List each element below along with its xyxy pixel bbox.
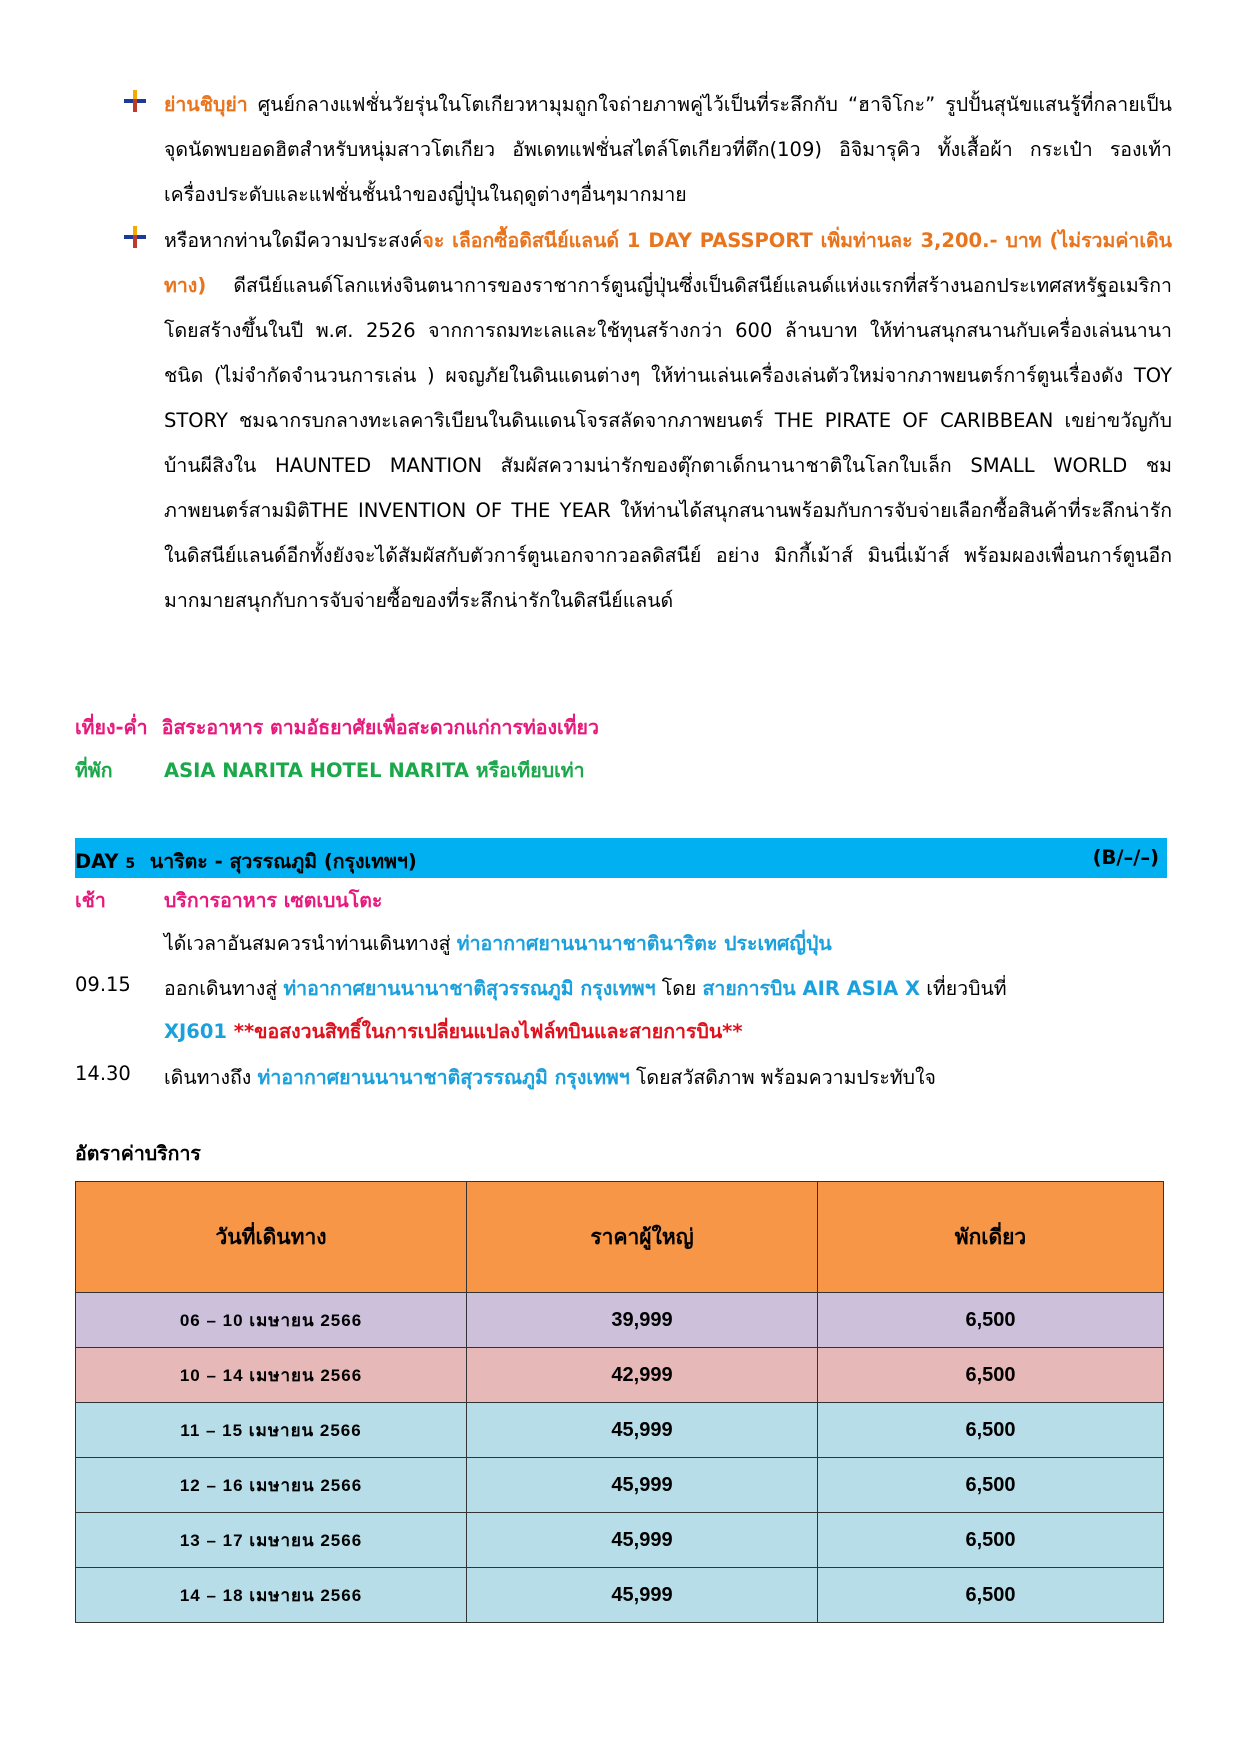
departure-place: ท่าอากาศยานนานาชาติสุวรรณภูมิ กรุงเทพฯ <box>283 977 656 1000</box>
row-date: 11 – 15 เมษายน 2566 <box>76 1403 467 1458</box>
row-single-price: 6,500 <box>818 1403 1164 1458</box>
meals-line <box>75 712 599 743</box>
bullet-disneyland-text <box>164 218 1172 623</box>
header-travel-date: วันที่เดินทาง <box>76 1182 467 1293</box>
disney-description: ดีสนีย์แลนด์โลกแห่งจินตนาการของราชาการ์ตูนญี่ปุ่นซึ่งเป็นดิสนีย์แลนด์แห่งแรกที่สร้างนอกประเทศสหรัฐอเมริกา โดยสร้างขึ้นในปี พ.ศ. 2526 จากการถมทะเลและใช้ทุนสร้างกว่า 600 ล้านบาท ให้ท่านสนุกสนานกับเครื่องเล่นนานาชนิด (ไม่จำกัดจำนวนการเล่น ) ผจญภัยในดินแดนต่างๆ ให้ท่านเล่นเครื่องเล่นตัวใหม่จากภาพยนตร์การ์ตูนเรื่องดัง TOY STORY ชมฉากรบกลางทะเลคาริเบียนในดินแดนโจรสลัดจากภาพยนตร์ THE PIRATE OF CARIBBEAN เขย่าขวัญกับบ้านผีสิงใน HAUNTED MANTION สัมผัสความน่ารักของตุ๊กตาเด็กนานาชาติในโลกใบเล็ก SMALL WORLD ชมภาพยนตร์สามมิติTHE INVENTION OF THE YEAR ให้ท่านได้สนุกสนานพร้อมกับการจับจ่ายเลือกซื้อสินค้าที่ระลึกน่ารักในดิสนีย์แลนด์อีกทั้งยังจะได้สัมผัสกับตัวการ์ตูนเอกจากวอลดิสนีย์ อย่าง มิกกี้เม้าส์ มินนี่เม้าส์ พร้อมผองเพื่อนการ์ตูนอีกมากมายสนุกกับการจับจ่ายซื้อของที่ระลึกน่ารักในดิสนีย์แลนด์ <box>164 274 1172 612</box>
farewell-place: ท่าอากาศยานนานาชาตินาริตะ ประเทศญี่ปุ่น <box>456 932 832 955</box>
morning-label: เช้า <box>75 889 106 912</box>
departure-time: 09.15 <box>75 973 131 996</box>
arrival-line <box>164 1062 936 1093</box>
disney-prefix: หรือหากท่านใดมีความประสงค์ <box>164 229 423 252</box>
table-row <box>76 1348 1164 1403</box>
rates-title: อัตราค่าบริการ <box>75 1142 201 1165</box>
meals-label: เที่ยง-ค่ำ <box>75 716 148 739</box>
morning-line <box>75 885 383 916</box>
morning-text: บริการอาหาร เซตเบนโตะ <box>164 889 383 912</box>
flight-note: **ขอสงวนสิทธิ์ในการเปลี่ยนแปลงไฟล์ทบินและสายการบิน** <box>227 1020 743 1043</box>
farewell-line <box>164 928 832 959</box>
departure-airline: สายการบิน AIR ASIA X <box>702 977 920 1000</box>
row-single-price: 6,500 <box>818 1568 1164 1623</box>
row-adult-price: 45,999 <box>467 1568 818 1623</box>
arrival-prefix: เดินทางถึง <box>164 1066 258 1089</box>
flight-line <box>164 1016 743 1047</box>
shibuya-description: ศูนย์กลางแฟชั่นวัยรุ่นในโตเกียวหามุมถูกใจถ่ายภาพคู่ไว้เป็นที่ระลึกกับ “ฮาจิโกะ” รูปปั้นสุนัขแสนรู้ที่กลายเป็นจุดนัดพบยอดฮิตสำหรับหนุ่มสาวโตเกียว อัพเดทแฟชั่นสไตล์โตเกียวที่ตึก(109) อิจิมารุคิว ทั้งเสื้อผ้า กระเป๋า รองเท้า เครื่องประดับและแฟชั่นชั้นนำของญี่ปุ่นในฤดูต่างๆอื่นๆมากมาย <box>164 93 1172 206</box>
table-row <box>76 1403 1164 1458</box>
day5-title: นาริตะ - สุวรรณภูมิ (กรุงเทพฯ) <box>149 850 417 873</box>
hotel-suffix: หรือเทียบเท่า <box>468 759 585 782</box>
header-single-supplement: พักเดี่ยว <box>818 1182 1164 1293</box>
departure-line <box>164 973 1007 1004</box>
rates-table <box>75 1181 1164 1623</box>
departure-prefix: ออกเดินทางสู่ <box>164 977 284 1000</box>
table-row <box>76 1568 1164 1623</box>
bullet-shibuya-text <box>164 82 1172 217</box>
table-row <box>76 1513 1164 1568</box>
arrival-time-line <box>75 1062 131 1085</box>
hotel-label: ที่พัก <box>75 759 113 782</box>
row-adult-price: 45,999 <box>467 1458 818 1513</box>
table-row <box>76 1293 1164 1348</box>
row-date: 10 – 14 เมษายน 2566 <box>76 1348 467 1403</box>
day5-title-group <box>75 846 417 877</box>
shibuya-highlight: ย่านชิบุย่า <box>164 93 248 116</box>
row-single-price: 6,500 <box>818 1513 1164 1568</box>
row-date: 13 – 17 เมษายน 2566 <box>76 1513 467 1568</box>
row-adult-price: 39,999 <box>467 1293 818 1348</box>
row-single-price: 6,500 <box>818 1293 1164 1348</box>
row-date: 12 – 16 เมษายน 2566 <box>76 1458 467 1513</box>
meals-text: อิสระอาหาร ตามอัธยาศัยเพื่อสะดวกแก่การท่องเที่ยว <box>161 716 599 739</box>
farewell-prefix: ได้เวลาอันสมควรนำท่านเดินทางสู่ <box>164 932 457 955</box>
row-adult-price: 45,999 <box>467 1513 818 1568</box>
departure-mid: โดย <box>655 977 703 1000</box>
disney-highlight: จะ เลือกซื้อดิสนีย์แลนด์ 1 DAY PASSPORT เพิ่มท่านละ 3,200.- บาท (ไม่รวมค่าเดินทาง) <box>164 229 1172 297</box>
departure-suffix: เที่ยวบินที่ <box>920 977 1007 1000</box>
rates-header-row <box>76 1182 1164 1293</box>
day5-meals-code: (B/–/–) <box>1092 846 1159 869</box>
hotel-line <box>75 755 585 786</box>
row-date: 06 – 10 เมษายน 2566 <box>76 1293 467 1348</box>
row-date: 14 – 18 เมษายน 2566 <box>76 1568 467 1623</box>
table-row <box>76 1458 1164 1513</box>
cross-arrow-bullet-icon <box>122 90 148 112</box>
flight-number: XJ601 <box>164 1020 227 1043</box>
departure-time-line <box>75 973 131 996</box>
row-single-price: 6,500 <box>818 1348 1164 1403</box>
row-single-price: 6,500 <box>818 1458 1164 1513</box>
arrival-place: ท่าอากาศยานนานาชาติสุวรรณภูมิ กรุงเทพฯ <box>257 1066 630 1089</box>
row-adult-price: 45,999 <box>467 1403 818 1458</box>
arrival-time: 14.30 <box>75 1062 131 1085</box>
arrival-suffix: โดยสวัสดิภาพ พร้อมความประทับใจ <box>629 1066 936 1089</box>
row-adult-price: 42,999 <box>467 1348 818 1403</box>
hotel-name: ASIA NARITA HOTEL NARITA <box>164 759 469 782</box>
day-label: DAY <box>75 850 119 873</box>
day-number: 5 <box>125 856 136 872</box>
day5-header-bar <box>75 838 1167 878</box>
header-adult-price: ราคาผู้ใหญ่ <box>467 1182 818 1293</box>
cross-arrow-bullet-icon <box>122 226 148 248</box>
